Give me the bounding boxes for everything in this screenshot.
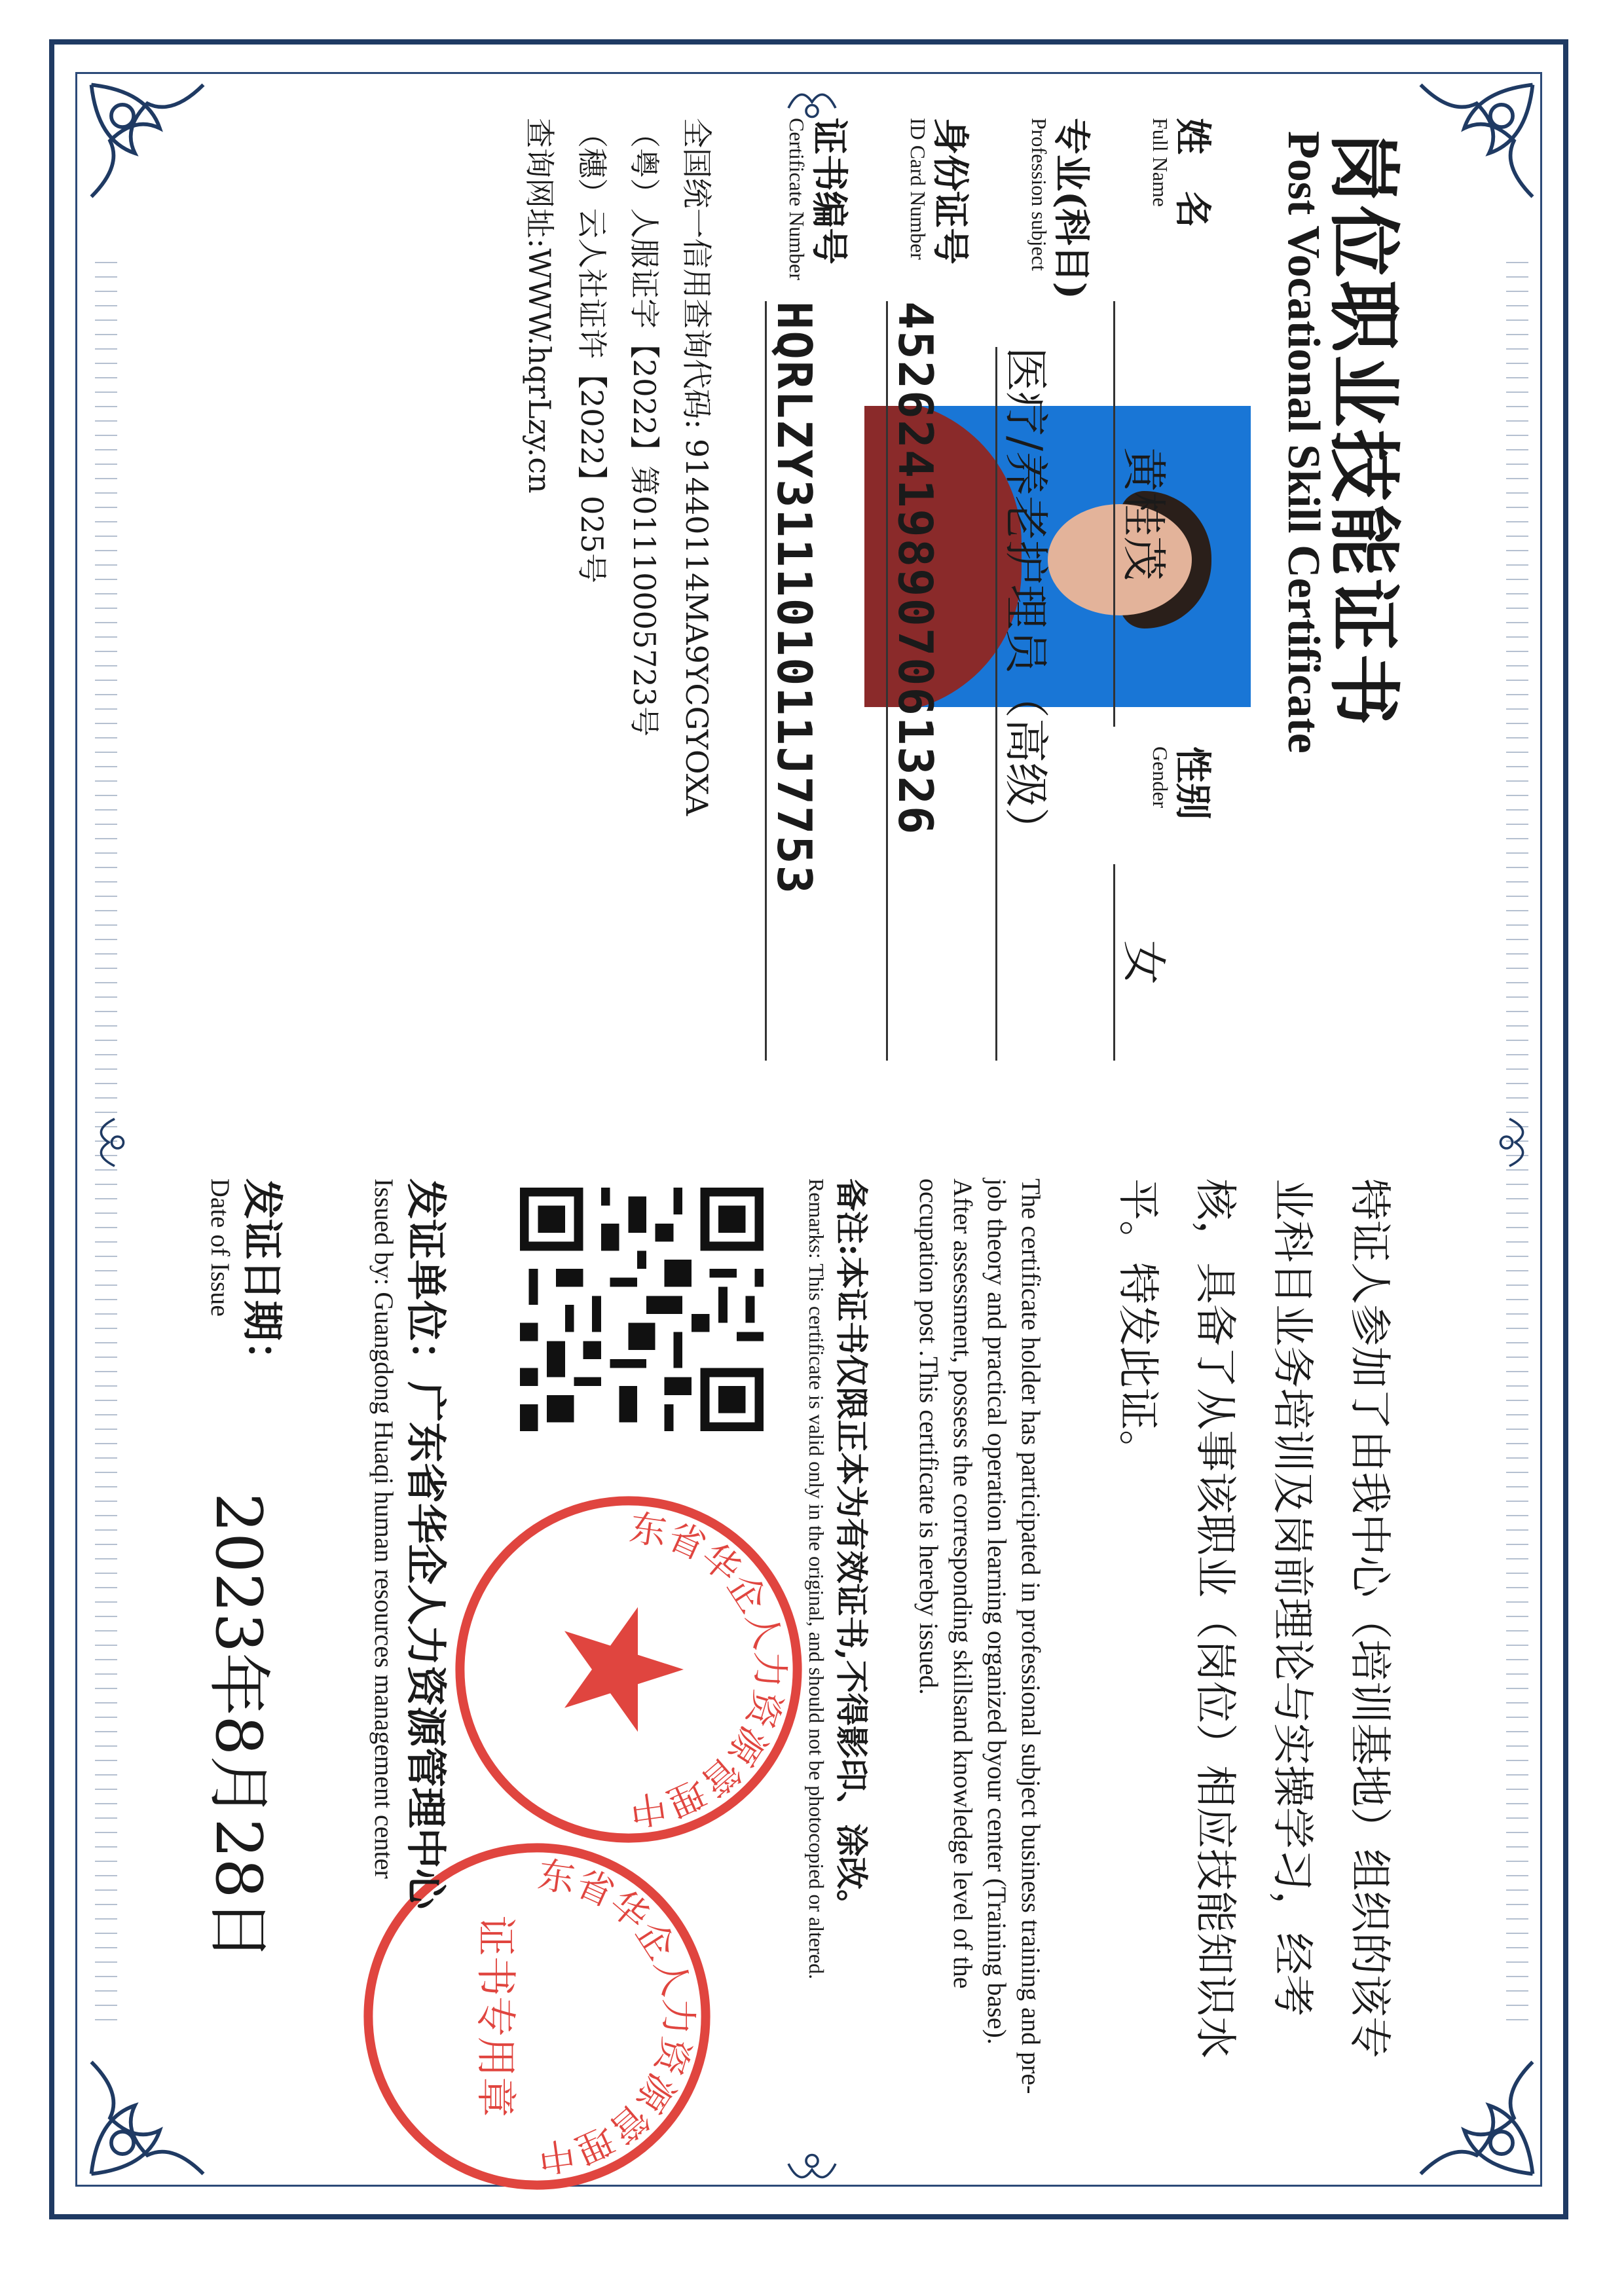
certificate-title-en: Post Vocational Skill Certificate <box>1278 131 1329 754</box>
certificate-content <box>111 118 1467 2179</box>
certificate-title-cn: 岗位职业技能证书 <box>1321 131 1406 728</box>
issued-by-cn <box>400 1178 458 1909</box>
issued-by-value-en: Guangdong Huaqi human resources management center <box>369 1292 399 1879</box>
date-value: 2023年8月28日 <box>202 1493 275 1961</box>
id-label-cn: 身份证号 <box>929 118 972 264</box>
seal-2-text: 东省华企人力资源管理中 <box>535 1853 699 2179</box>
svg-text:广东省华企人力资源管理中心 <box>535 1833 720 2179</box>
profession-value: 医疗/养老护理员（高级） <box>995 347 1061 1061</box>
name-value: 黄桂茂 <box>1113 301 1179 727</box>
hr-license: （粤）人服证字【2022】第01110005723号 <box>627 118 662 737</box>
issued-by-label-en: Issued by: <box>369 1178 399 1286</box>
profession-label-en: Profession subject <box>1027 118 1051 271</box>
issued-by-label-cn: 发证单位： <box>402 1178 450 1382</box>
gender-value: 女 <box>1113 864 1179 1061</box>
credit-code: 全国统一信用查询代码: 91440114MA9YCGYOXA <box>679 118 714 816</box>
gender-label-en: Gender <box>1149 746 1172 809</box>
name-label-cn: 姓 名 <box>1171 118 1214 228</box>
id-label-en: ID Card Number <box>906 118 930 260</box>
right-center-ornament <box>1480 1113 1539 1172</box>
profession-label-cn: 专业(科目) <box>1050 118 1093 299</box>
gender-label-cn: 性别 <box>1171 746 1214 820</box>
statement-cn: 特证人参加了由我中心（培训基地）组织的该专业科目业务培训及岗前理论与实操学习，经考核，具备了从事该职业（岗位）相应技能知识水平。特发此证。 <box>1113 1178 1393 2058</box>
cert-number-label-en: Certificate Number <box>785 118 809 280</box>
query-website: 查询网址:WWW.hqrLzy.cn <box>522 118 557 494</box>
issued-by-value-cn: 广东省华企人力资源管理中心 <box>402 1381 450 1910</box>
statement-en: The certificate holder has participated in professional subject business training and pre-job theory and practical operation learning organized byour center (Training base). After assessment, possess the corresponding skillsand knowledge level of the occupation post .This certificate is hereby issued. <box>914 1178 1046 2094</box>
name-label-en: Full Name <box>1149 118 1172 207</box>
cert-number-label-cn: 证书编号 <box>807 118 851 264</box>
seal-1-text: 东省华企人力资源管理中 <box>627 1506 790 1832</box>
qr-code <box>511 1178 773 1440</box>
date-label-en: Date of Issue <box>206 1178 235 1317</box>
id-number-value: 452624198907061326 <box>886 301 943 1061</box>
date-label-cn: 发证日期： <box>238 1178 286 1382</box>
cert-number-value: HQRLZY311101011J7753 <box>765 301 822 1061</box>
svg-text:广东省华企人力资源管理中心 <box>627 1486 812 1832</box>
official-seal-1 <box>445 1486 812 1853</box>
social-license: （穗）云人社证许【2022】025号 <box>574 118 610 583</box>
seal-2-sub: 证书专用章 <box>472 1916 519 2117</box>
remarks-en: Remarks: This certificate is valid only in the original, and should not be photocopied or altered. <box>805 1178 828 1980</box>
remarks-cn: 备注:本证书仅限正本为有效证书,不得影印、涂改。 <box>832 1178 871 1922</box>
issued-by-en <box>369 1178 399 1879</box>
